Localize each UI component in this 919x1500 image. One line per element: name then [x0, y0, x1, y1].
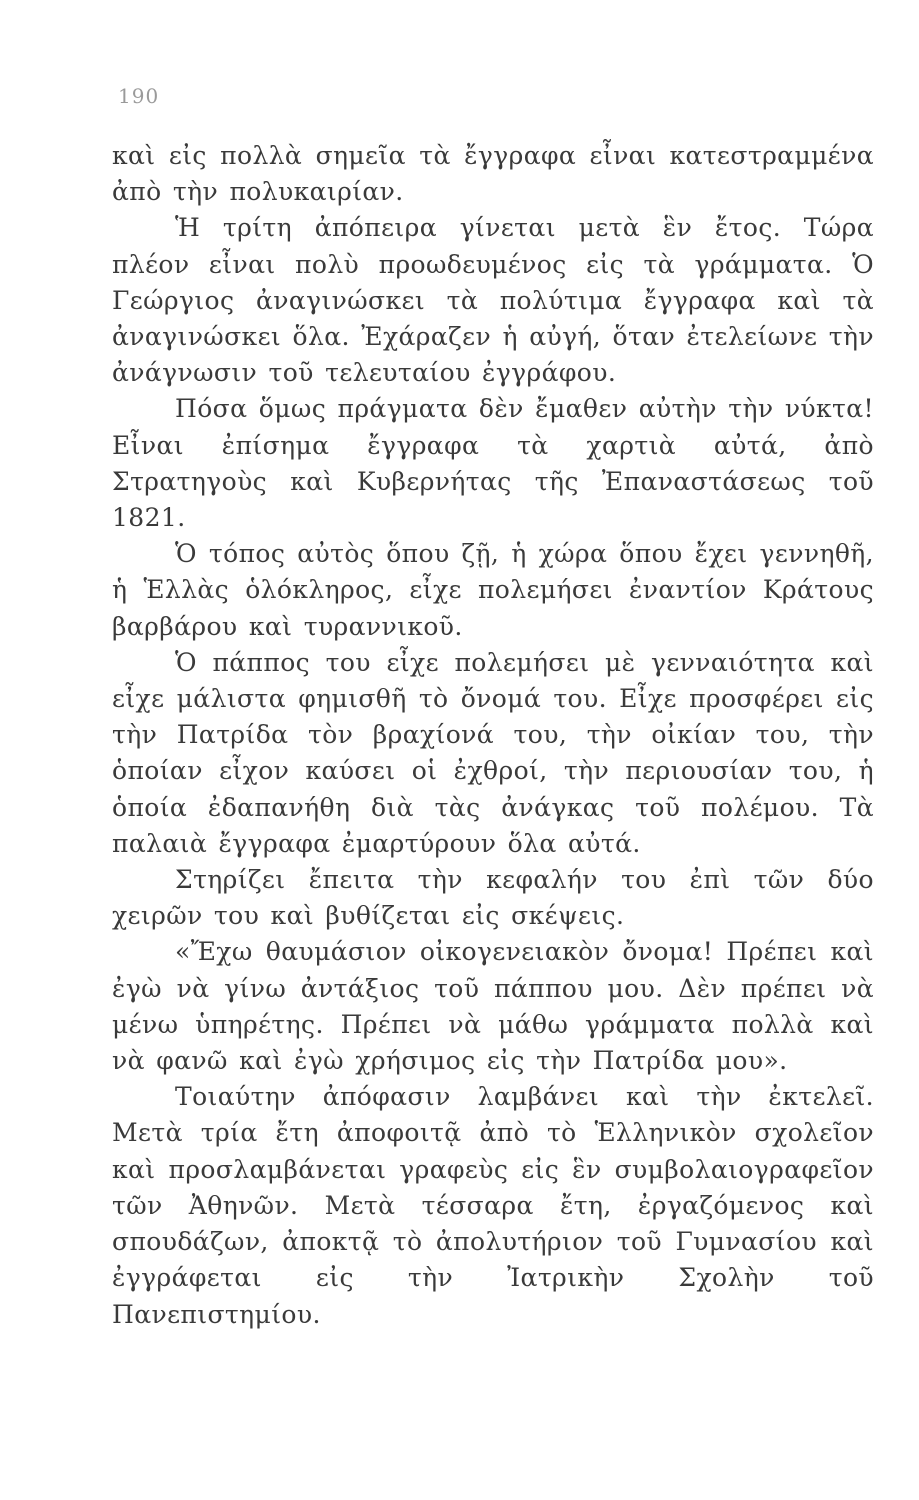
paragraph: Στηρίζει ἔπειτα τὴν κεφαλήν του ἐπὶ τῶν δύο χειρῶν του καὶ βυθίζεται εἰς σκέψεις. — [112, 865, 874, 931]
paragraph: Ὁ τόπος αὐτὸς ὅπου ζῇ, ἡ χώρα ὅπου ἔχει γεννηθῆ, ἡ Ἑλλὰς ὁλόκληρος, εἶχε πολεμήσει ἐναντίον Κράτους βαρβάρου καὶ τυραννικοῦ. — [112, 539, 874, 641]
paragraph: Ἡ τρίτη ἀπόπειρα γίνεται μετὰ ἓν ἔτος. Τώρα πλέον εἶναι πολὺ προωδευμένος εἰς τὰ γράμματα. Ὁ Γεώργιος ἀναγινώσκει τὰ πολύτιμα ἔγγραφα καὶ τὰ ἀναγινώσκει ὅλα. Ἐχάραζεν ἡ αὐγή, ὅταν ἐτελείωνε τὴν ἀνάγνωσιν τοῦ τελευταίου ἐγγράφου. — [112, 213, 874, 388]
page-number: 190 — [118, 84, 160, 108]
paragraph-quote: «Ἔχω θαυμάσιον οἰκογενειακὸν ὄνομα! Πρέπει καὶ ἐγὼ νὰ γίνω ἀντάξιος τοῦ πάππου μου. Δὲν πρέπει νὰ μένω ὑπηρέτης. Πρέπει νὰ μάθω γράμματα πολλὰ καὶ νὰ φανῶ καὶ ἐγὼ χρήσιμος εἰς τὴν Πατρίδα μου». — [112, 937, 874, 1076]
paragraph: Πόσα ὅμως πράγματα δὲν ἔμαθεν αὐτὴν τὴν νύκτα! Εἶναι ἐπίσημα ἔγγραφα τὰ χαρτιὰ αὐτά, ἀπὸ Στρατηγοὺς καὶ Κυβερνήτας τῆς Ἐπαναστάσεως τοῦ 1821. — [112, 394, 874, 533]
paragraph: Τοιαύτην ἀπόφασιν λαμβάνει καὶ τὴν ἐκτελεῖ. Μετὰ τρία ἔτη ἀποφοιτᾷ ἀπὸ τὸ Ἑλληνικὸν σχολεῖον καὶ προσλαμβάνεται γραφεὺς εἰς ἓν συμβολαιογραφεῖον τῶν Ἀθηνῶν. Μετὰ τέσσαρα ἔτη, ἐργαζόμενος καὶ σπουδάζων, ἀποκτᾷ τὸ ἀπολυτήριον τοῦ Γυμνασίου καὶ ἐγγράφεται εἰς τὴν Ἰατρικὴν Σχολὴν τοῦ Πανεπιστημίου. — [112, 1082, 874, 1329]
body-text — [112, 138, 874, 1333]
paragraph-continuation: καὶ εἰς πολλὰ σημεῖα τὰ ἔγγραφα εἶναι κατεστραμμένα ἀπὸ τὴν πολυκαιρίαν. — [112, 141, 874, 207]
paragraph: Ὁ πάππος του εἶχε πολεμήσει μὲ γενναιότητα καὶ εἶχε μάλιστα φημισθῆ τὸ ὄνομά του. Εἶχε προσφέρει εἰς τὴν Πατρίδα τὸν βραχίονά του, τὴν οἰκίαν του, τὴν ὁποίαν εἶχον καύσει οἱ ἐχθροί, τὴν περιουσίαν του, ἡ ὁποία ἐδαπανήθη διὰ τὰς ἀνάγκας τοῦ πολέμου. Τὰ παλαιὰ ἔγγραφα ἐμαρτύρουν ὅλα αὐτά. — [112, 647, 874, 858]
